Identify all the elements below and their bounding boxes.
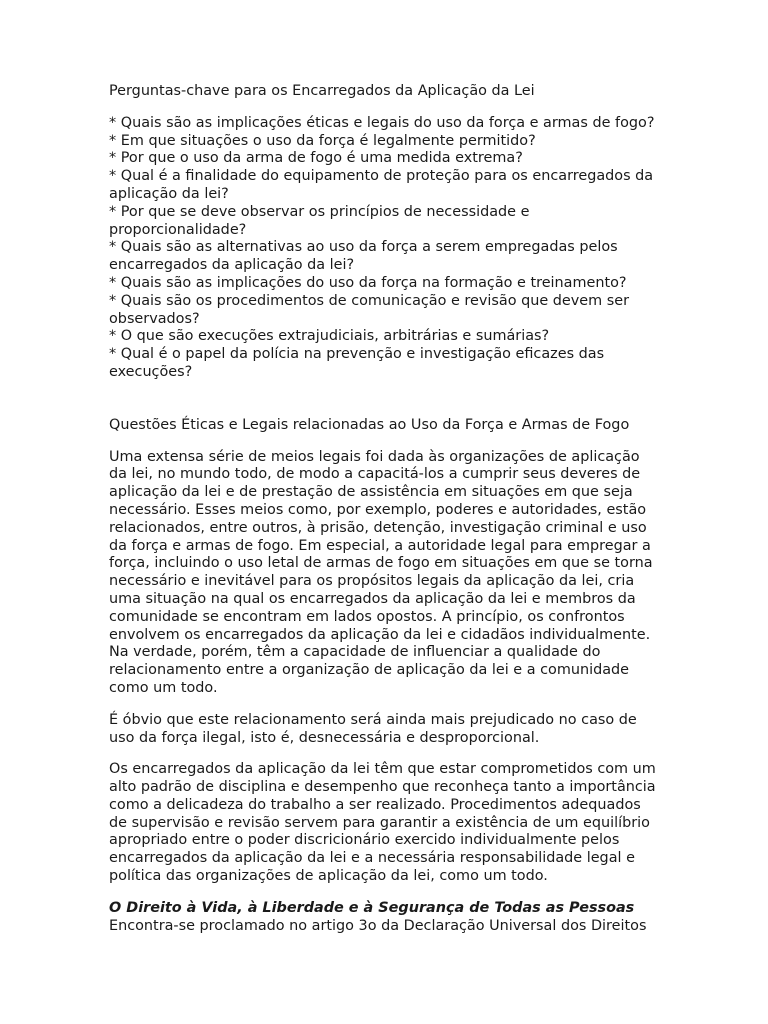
- list-item: * Qual é a finalidade do equipamento de proteção para os encarregados da aplicação da lei?: [109, 168, 654, 202]
- list-item: * Por que o uso da arma de fogo é uma medida extrema?: [109, 150, 523, 167]
- list-item: * Quais são as implicações éticas e legais do uso da força e armas de fogo?: [109, 114, 655, 131]
- list-item: * Qual é o papel da polícia na prevenção e investigação eficazes das execuções?: [109, 346, 605, 380]
- subsection-heading: O Direito à Vida, à Liberdade e à Segurança de Todas as Pessoas: [109, 899, 635, 916]
- paragraph: Os encarregados da aplicação da lei têm que estar comprometidos com um alto padrão de disciplina e desempenho que reconheça tanto a importância como a delicadeza do trabalho a ser realizado. Procedimentos adequados de supervisão e revisão servem para garantir a existência de um equilíbrio apropriado entre o poder discricionário exercido individualmente pelos encarregados da aplicação da lei e a necessária responsabilidade legal e política das organizações de aplicação da lei, como um todo.: [109, 761, 656, 885]
- list-item: * Quais são os procedimentos de comunicação e revisão que devem ser observados?: [109, 292, 629, 327]
- list-item: * O que são execuções extrajudiciais, arbitrárias e sumárias?: [109, 328, 550, 345]
- questions-list: [109, 115, 661, 382]
- document-page: [109, 83, 661, 935]
- paragraph: Encontra-se proclamado no artigo 3o da Declaração Universal dos Direitos: [109, 917, 647, 934]
- paragraph: É óbvio que este relacionamento será ainda mais prejudicado no caso de uso da força ilegal, isto é, desnecessária e desproporcional.: [109, 711, 637, 746]
- list-item: * Quais são as implicações do uso da força na formação e treinamento?: [109, 274, 627, 291]
- list-item: * Por que se deve observar os princípios de necessidade e proporcionalidade?: [109, 203, 530, 238]
- list-item: * Em que situações o uso da força é legalmente permitido?: [109, 132, 536, 149]
- list-item: * Quais são as alternativas ao uso da força a serem empregadas pelos encarregados da aplicação da lei?: [109, 239, 618, 274]
- section-heading: Questões Éticas e Legais relacionadas ao Uso da Força e Armas de Fogo: [109, 416, 630, 433]
- paragraph: Uma extensa série de meios legais foi dada às organizações de aplicação da lei, no mundo todo, de modo a capacitá-los a cumprir seus deveres de aplicação da lei e de prestação de assistência em situações em que seja necessário. Esses meios como, por exemplo, poderes e autoridades, estão relacionados, entre outros, à prisão, detenção, investigação criminal e uso da força e armas de fogo. Em especial, a autoridade legal para empregar a força, incluindo o uso letal de armas de fogo em situações em que se torna necessário e inevitável para os propósitos legais da aplicação da lei, cria uma situação na qual os encarregados da aplicação da lei e membros da comunidade se encontram em lados opostos. A princípio, os confrontos envolvem os encarregados da aplicação da lei e cidadãos individualmente. Na verdade, porém, têm a capacidade de influenciar a qualidade do relacionamento entre a organização de aplicação da lei e a comunidade como um todo.: [109, 448, 653, 696]
- document-heading: Perguntas-chave para os Encarregados da Aplicação da Lei: [109, 83, 535, 99]
